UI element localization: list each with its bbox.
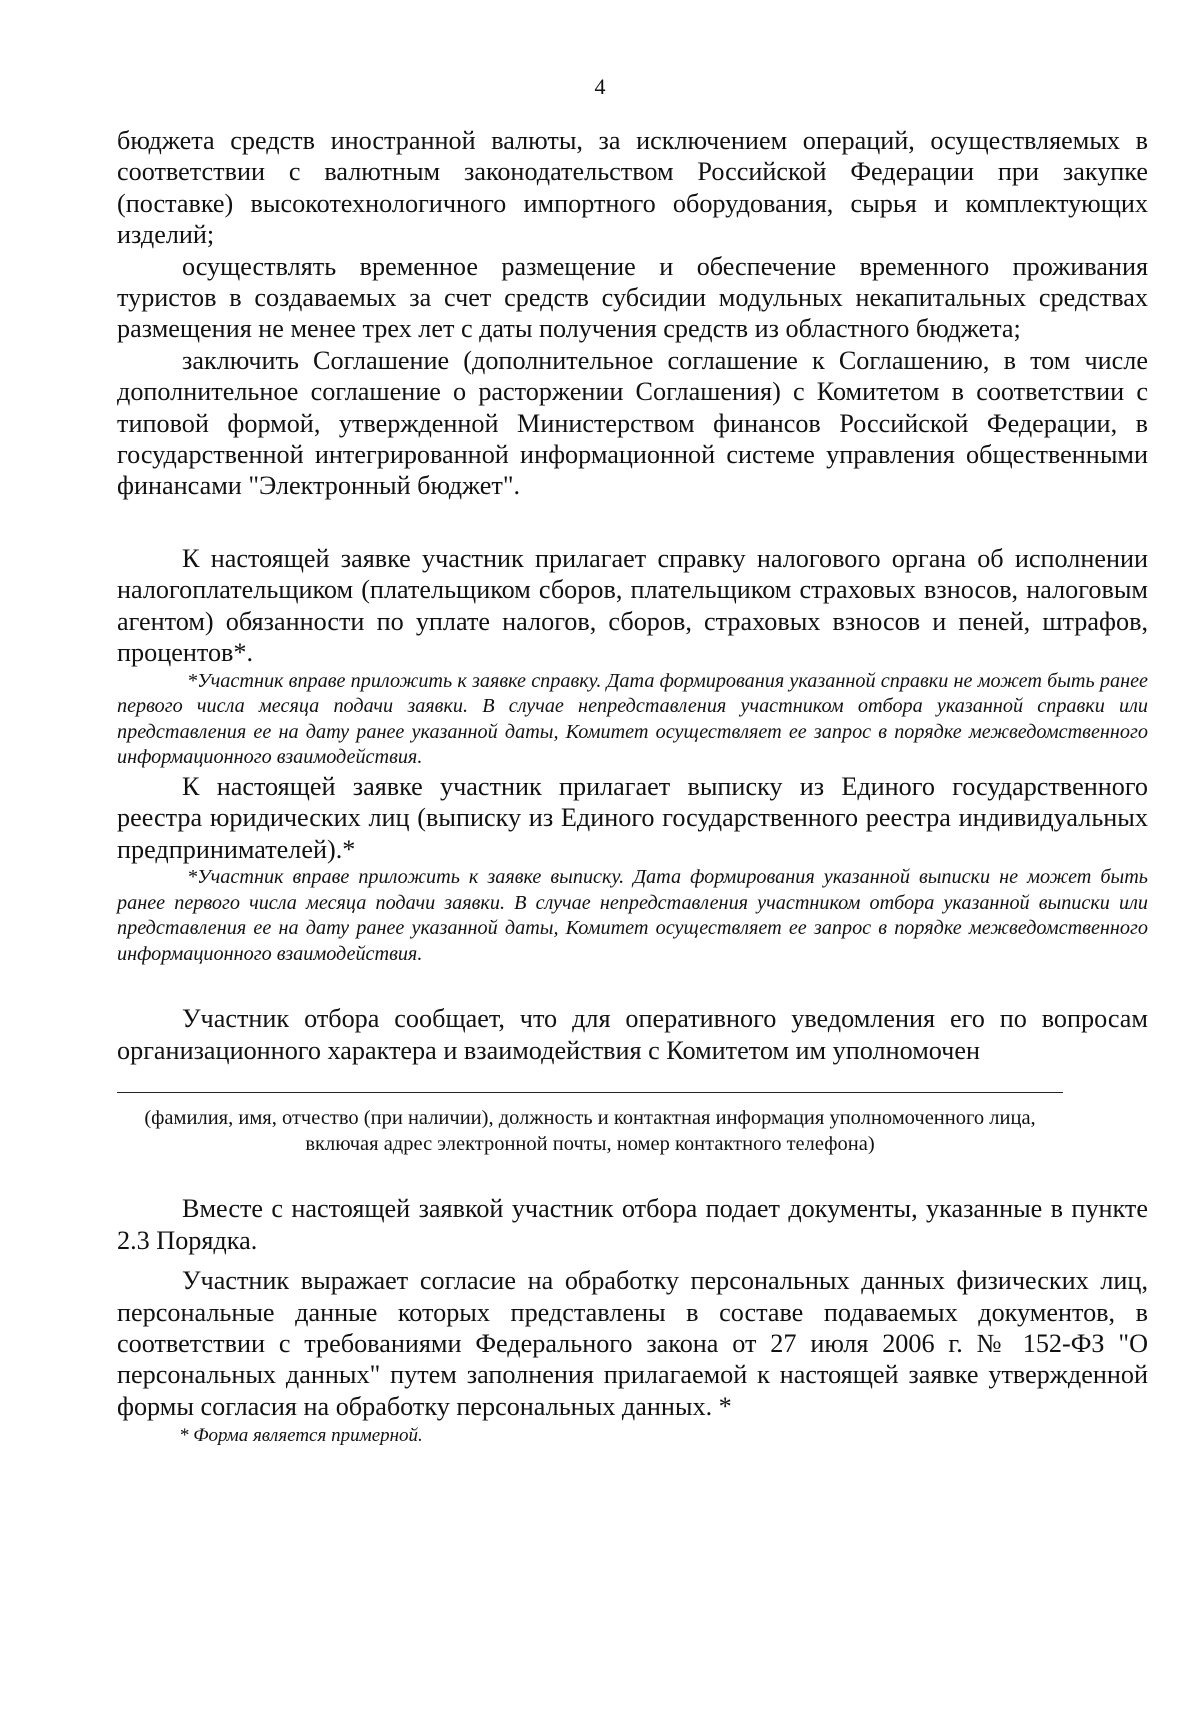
paragraph-currency: бюджета средств иностранной валюты, за исключением операций, осуществляемых в соответствии с валютным законодательством Российской Федерации при закупке (поставке) высокотехнологичного импортного оборудования, сырья и комплектующих изделий; [117, 126, 1148, 250]
paragraph-registry-extract: К настоящей заявке участник прилагает выписку из Единого государственного реестра юридических лиц (выписку из Единого государственного реестра индивидуальных предпринимателей).* [117, 771, 1148, 864]
paragraph-documents: Вместе с настоящей заявкой участник отбора подает документы, указанные в пункте 2.3 Порядка. [117, 1194, 1148, 1255]
paragraph-personal-data-consent: Участник выражает согласие на обработку персональных данных физических лиц, персональные данные которых представлены в составе подаваемых документов, в соответствии с требованиями Федерального закона от 27 июля 2006 г. № 152-ФЗ "О персональных данных" путем заполнения прилагаемой к настоящей заявке утвержденной формы согласия на обработку персональных данных. * [117, 1266, 1148, 1421]
paragraph-tax-certificate: К настоящей заявке участник прилагает справку налогового органа об исполнении налогоплательщиком (плательщиком сборов, плательщиком страховых взносов, налоговым агентом) обязанности по уплате налогов, сборов, страховых взносов и пеней, штрафов, процентов*. [117, 543, 1148, 668]
footnote-form: * Форма является примерной. [179, 1425, 423, 1447]
footnote-tax-certificate: *Участник вправе приложить к заявке справку. Дата формирования указанной справки не может быть ранее первого числа месяца подачи заявки. В случае непредставления участником отбора указанной справки или представления ее на дату ранее указанной даты, Комитет осуществляет ее запрос в порядке межведомственного информационного взаимодействия. [117, 669, 1148, 769]
page-number: 4 [594, 74, 606, 99]
paragraph-authorized-person: Участник отбора сообщает, что для оперативного уведомления его по вопросам организационного характера и взаимодействия с Комитетом им уполномочен [117, 1004, 1148, 1065]
document-body [117, 125, 1148, 1448]
paragraph-agreement: заключить Соглашение (дополнительное соглашение к Соглашению, в том числе дополнительное соглашение о расторжении Соглашения) с Комитетом в соответствии с типовой формой, утвержденной Министерством финансов Российской Федерации, в государственной интегрированной информационной системе управления общественными финансами "Электронный бюджет". [117, 345, 1148, 501]
paragraph-accommodation: осуществлять временное размещение и обеспечение временного проживания туристов в создаваемых за счет средств субсидии модульных некапитальных средствах размещения не менее трех лет с даты получения средств из областного бюджета; [117, 251, 1148, 344]
footnote-registry-extract: *Участник вправе приложить к заявке выписку. Дата формирования указанной выписки не может быть ранее первого числа месяца подачи заявки. В случае непредставления участником отбора указанной выписки или представления ее на дату ранее указанной даты, Комитет осуществляет ее запрос в порядке межведомственного информационного взаимодействия. [117, 866, 1148, 965]
fill-in-caption: (фамилия, имя, отчество (при наличии), должность и контактная информация уполномоченного лица, включая адрес электронной почты, номер контактного телефона) [144, 1107, 1036, 1156]
fill-in-line [117, 1092, 1063, 1093]
